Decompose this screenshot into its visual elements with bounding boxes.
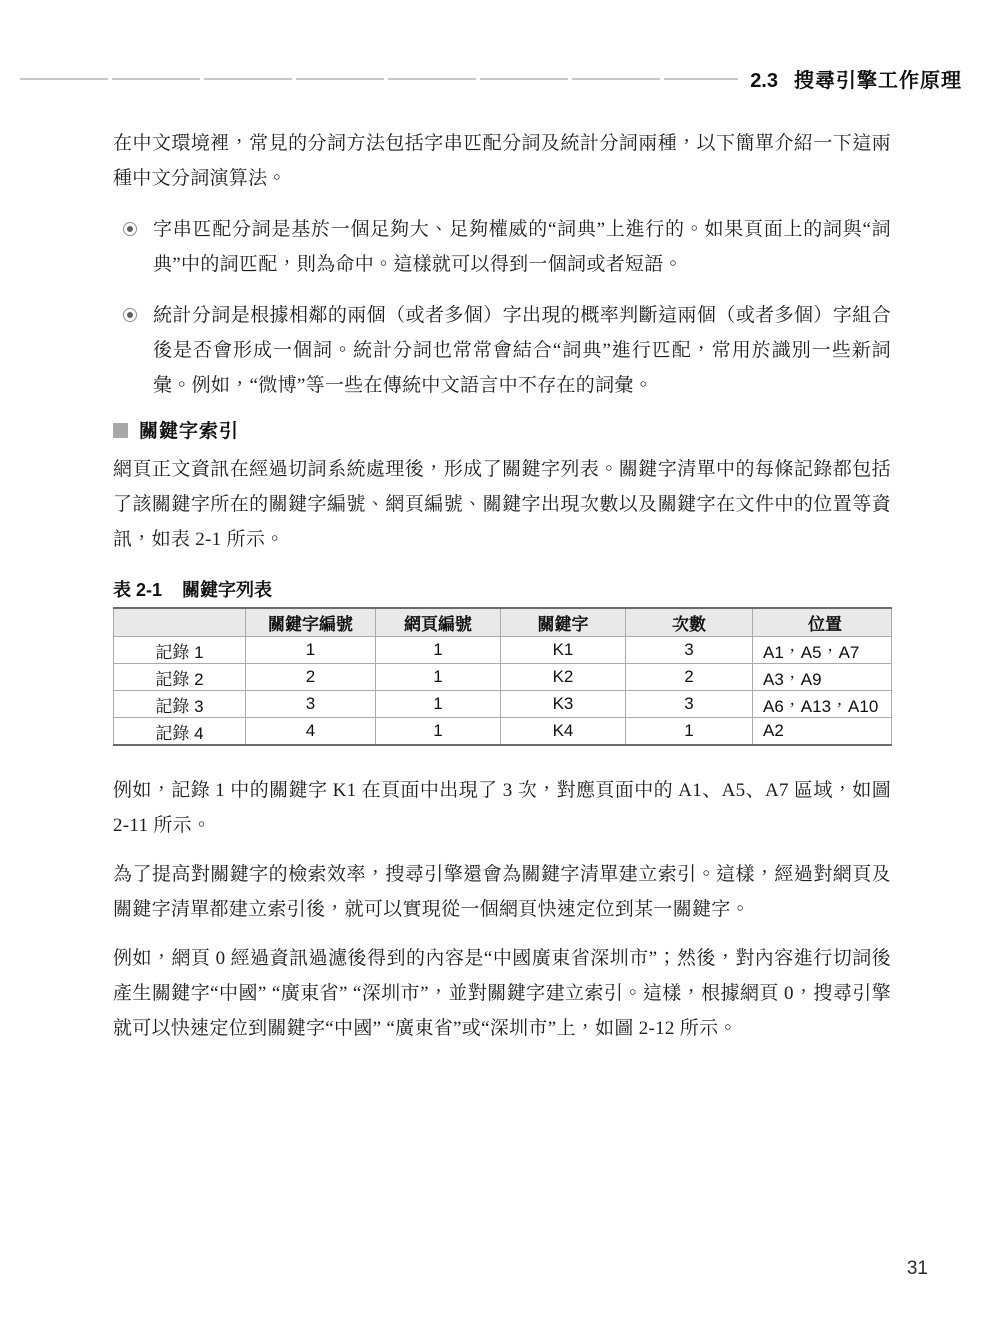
cell-keyword-id: 1 [246, 637, 376, 664]
table-caption-number: 表 2-1 [113, 580, 163, 600]
cell-keyword: K4 [501, 718, 626, 746]
cell-position: A3，A9 [753, 664, 892, 691]
cell-record-label: 記錄 3 [114, 691, 246, 718]
cell-keyword: K1 [501, 637, 626, 664]
col-header-page-id: 網頁編號 [376, 608, 501, 637]
cell-page-id: 1 [376, 691, 501, 718]
cell-position: A6，A13，A10 [753, 691, 892, 718]
bullet-text: 字串匹配分詞是基於一個足夠大、足夠權威的“詞典”上進行的。如果頁面上的詞與“詞典”中的詞匹配，則為命中。這樣就可以得到一個詞或者短語。 [153, 219, 891, 275]
header-rule-line [20, 78, 738, 80]
table-row [114, 718, 892, 746]
chapter-section-title [750, 64, 962, 93]
col-header-keyword: 關鍵字 [501, 608, 626, 637]
cell-position: A2 [753, 718, 892, 746]
cell-page-id: 1 [376, 664, 501, 691]
list-item [113, 212, 891, 282]
col-header-rowlabel [114, 608, 246, 637]
section-number: 2.3 [750, 70, 778, 92]
table-row [114, 691, 892, 718]
table-row [114, 637, 892, 664]
table-row [114, 664, 892, 691]
paragraph-index-efficiency: 為了提高對關鍵字的檢索效率，搜尋引擎還會為關鍵字清單建立索引。這樣，經過對網頁及關鍵字清單都建立索引後，就可以實現從一個網頁快速定位到某一關鍵字。 [113, 864, 891, 920]
cell-keyword-id: 2 [246, 664, 376, 691]
keyword-table [113, 607, 892, 746]
circled-dot-icon [123, 222, 137, 236]
cell-keyword-id: 4 [246, 718, 376, 746]
paragraph-keyword-list: 網頁正文資訊在經過切詞系統處理後，形成了關鍵字列表。關鍵字清單中的每條記錄都包括了該關鍵字所在的關鍵字編號、網頁編號、關鍵字出現次數以及關鍵字在文件中的位置等資訊，如表 2-1 所示。 [113, 459, 891, 550]
circled-dot-icon [123, 308, 137, 322]
subheading-keyword-index [113, 416, 891, 443]
paragraph-intro: 在中文環境裡，常見的分詞方法包括字串匹配分詞及統計分詞兩種，以下簡單介紹一下這兩種中文分詞演算法。 [113, 133, 891, 189]
section-title: 搜尋引擎工作原理 [794, 70, 962, 92]
table-header-row [114, 608, 892, 637]
col-header-count: 次數 [626, 608, 753, 637]
cell-position: A1，A5，A7 [753, 637, 892, 664]
col-header-keyword-id: 關鍵字編號 [246, 608, 376, 637]
cell-keyword: K3 [501, 691, 626, 718]
subheading-label: 關鍵字索引 [139, 421, 240, 442]
cell-keyword-id: 3 [246, 691, 376, 718]
cell-count: 3 [626, 637, 753, 664]
cell-record-label: 記錄 1 [114, 637, 246, 664]
cell-record-label: 記錄 2 [114, 664, 246, 691]
paragraph-example-page0: 例如，網頁 0 經過資訊過濾後得到的內容是“中國廣東省深圳市”；然後，對內容進行切詞後產生關鍵字“中國” “廣東省” “深圳市”，並對關鍵字建立索引。這樣，根據網頁 0，搜尋引擎就可以快速定位到關鍵字“中國” “廣東省”或“深圳市”上，如圖 2-12 所示。 [113, 948, 891, 1039]
running-head [20, 64, 962, 93]
cell-keyword: K2 [501, 664, 626, 691]
cell-count: 3 [626, 691, 753, 718]
bullet-text: 統計分詞是根據相鄰的兩個（或者多個）字出現的概率判斷這兩個（或者多個）字組合後是否會形成一個詞。統計分詞也常常會結合“詞典”進行匹配，常用於識別一些新詞彙。例如，“微博”等一些在傳統中文語言中不存在的詞彙。 [153, 305, 891, 396]
cell-page-id: 1 [376, 718, 501, 746]
cell-record-label: 記錄 4 [114, 718, 246, 746]
table-caption [113, 576, 891, 602]
table-caption-title: 關鍵字列表 [182, 580, 273, 600]
cell-count: 2 [626, 664, 753, 691]
cell-count: 1 [626, 718, 753, 746]
square-icon [113, 423, 128, 438]
page-content [113, 126, 891, 1046]
col-header-position: 位置 [753, 608, 892, 637]
list-item [113, 298, 891, 403]
cell-page-id: 1 [376, 637, 501, 664]
page-number: 31 [906, 1258, 928, 1279]
paragraph-example-k1: 例如，記錄 1 中的關鍵字 K1 在頁面中出現了 3 次，對應頁面中的 A1、A5、A7 區域，如圖 2-11 所示。 [113, 780, 891, 836]
